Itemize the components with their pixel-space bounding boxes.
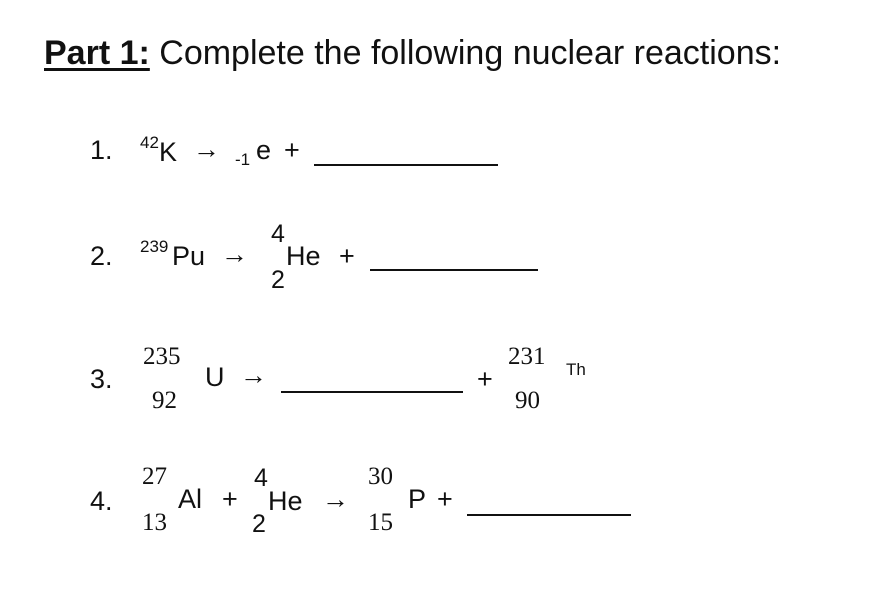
arrow-icon: → xyxy=(322,484,349,514)
element-symbol: Th xyxy=(566,360,586,379)
element-symbol: He xyxy=(268,486,303,516)
element-symbol: Pu xyxy=(172,241,206,271)
plus-sign: + xyxy=(222,484,238,514)
atomic-number: 2 xyxy=(252,510,266,538)
element-symbol: P xyxy=(408,484,427,514)
mass-number: 239 xyxy=(140,237,169,256)
question-number: 1. xyxy=(90,135,113,165)
atomic-number: 2 xyxy=(271,266,285,294)
arrow-icon: → xyxy=(193,134,220,164)
element-symbol: Al xyxy=(178,484,203,514)
atomic-number: 92 xyxy=(152,387,177,414)
question-number: 2. xyxy=(90,241,113,271)
answer-blank[interactable] xyxy=(467,514,631,516)
page-title xyxy=(44,36,781,70)
mass-number: 27 xyxy=(142,463,167,490)
question-number: 4. xyxy=(90,486,113,516)
element-symbol: e xyxy=(256,135,272,165)
element-symbol: K xyxy=(159,137,178,167)
mass-number: 4 xyxy=(254,464,268,492)
plus-sign: + xyxy=(477,364,493,394)
charge-number: -1 xyxy=(235,150,251,169)
atomic-number: 13 xyxy=(142,509,167,536)
title-instruction: Complete the following nuclear reactions: xyxy=(149,34,782,72)
answer-blank[interactable] xyxy=(370,269,538,271)
arrow-icon: → xyxy=(240,360,267,390)
element-symbol: U xyxy=(205,362,225,392)
element-symbol: He xyxy=(286,241,321,271)
arrow-icon: → xyxy=(221,239,248,269)
title-part-label: Part 1: xyxy=(44,34,150,72)
mass-number: 42 xyxy=(140,133,159,152)
plus-sign: + xyxy=(284,135,300,165)
mass-number: 231 xyxy=(508,343,546,370)
question-number: 3. xyxy=(90,364,113,394)
mass-number: 30 xyxy=(368,463,393,490)
answer-blank[interactable] xyxy=(314,164,498,166)
atomic-number: 15 xyxy=(368,509,393,536)
plus-sign: + xyxy=(339,241,355,271)
atomic-number: 90 xyxy=(515,387,540,414)
plus-sign: + xyxy=(437,484,453,514)
answer-blank[interactable] xyxy=(281,391,463,393)
mass-number: 235 xyxy=(143,343,181,370)
mass-number: 4 xyxy=(271,220,285,248)
